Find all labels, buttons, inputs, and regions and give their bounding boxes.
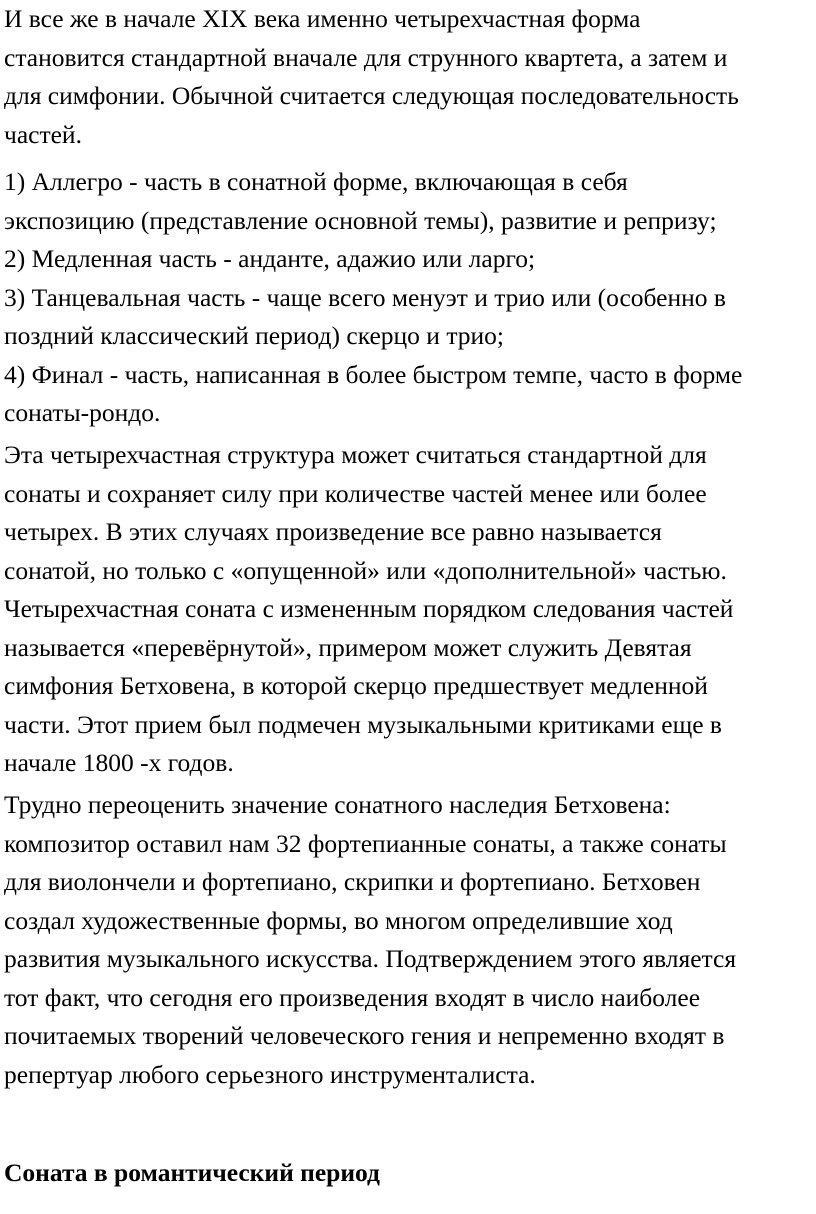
text-line: развития музыкального искусства. Подтверждением этого является: [4, 944, 737, 973]
text-line: Трудно переоценить значение сонатного наследия Бетховена:: [4, 790, 671, 819]
text-line: почитаемых творений человеческого гения и непременно входят в: [4, 1021, 725, 1050]
list-item-text: 2) Медленная часть - анданте, адажио или ларго;: [4, 244, 536, 273]
list-item-text: экспозицию (представление основной темы), развитие и репризу;: [4, 205, 717, 235]
text-line: сонаты и сохраняет силу при количестве частей менее или более: [4, 478, 707, 508]
text-line: репертуар любого серьезного инструменталиста.: [4, 1059, 536, 1089]
text-line: тот факт, что сегодня его произведения входят в число наиболее: [4, 982, 701, 1012]
list-item-text: сонаты-рондо.: [4, 398, 161, 427]
text-line: части. Этот прием был подмечен музыкальными критиками еще в: [4, 709, 722, 739]
paragraph-four-movement-form: [4, 0, 814, 154]
text-line: симфония Бетховена, в которой скерцо предшествует медленной: [4, 671, 708, 700]
list-item-text: 1) Аллегро - часть в сонатной форме, включающая в себя: [4, 167, 628, 196]
text-line: Эта четырехчастная структура может считаться стандартной для: [4, 440, 707, 469]
movements-list: [4, 163, 814, 433]
list-item-text: 3) Танцевальная часть - чаще всего менуэт и трио или (особенно в: [4, 282, 726, 312]
paragraph-structure: [4, 436, 814, 783]
text-line: сонатой, но только с «опущенной» или «дополнительной» частью.: [4, 555, 727, 585]
list-item-text: поздний классический период) скерцо и трио;: [4, 321, 505, 350]
text-line: называется «перевёрнутой», примером может служить Девятая: [4, 632, 692, 662]
text-line: Четырехчастная соната с измененным порядком следования частей: [4, 594, 734, 623]
text-line: для симфонии. Обычной считается следующая последовательность: [4, 81, 739, 110]
paragraph-beethoven-legacy: [4, 786, 814, 1094]
text-line: создал художественные формы, во многом определившие ход: [4, 905, 673, 935]
text-line: И все же в начале XIX века именно четырехчастная форма: [4, 4, 641, 33]
text-line: для виолончели и фортепиано, скрипки и фортепиано. Бетховен: [4, 867, 701, 896]
text-line: начале 1800 -х годов.: [4, 748, 234, 777]
list-item-text: 4) Финал - часть, написанная в более быстром темпе, часто в форме: [4, 359, 743, 389]
section-heading: Соната в романтический период: [4, 1158, 380, 1187]
text-line: композитор оставил нам 32 фортепианные сонаты, а также сонаты: [4, 828, 727, 858]
text-line: четырех. В этих случаях произведение все равно называется: [4, 517, 662, 546]
text-line: частей.: [4, 119, 82, 149]
text-line: становится стандартной вначале для струнного квартета, а затем и: [4, 42, 728, 72]
